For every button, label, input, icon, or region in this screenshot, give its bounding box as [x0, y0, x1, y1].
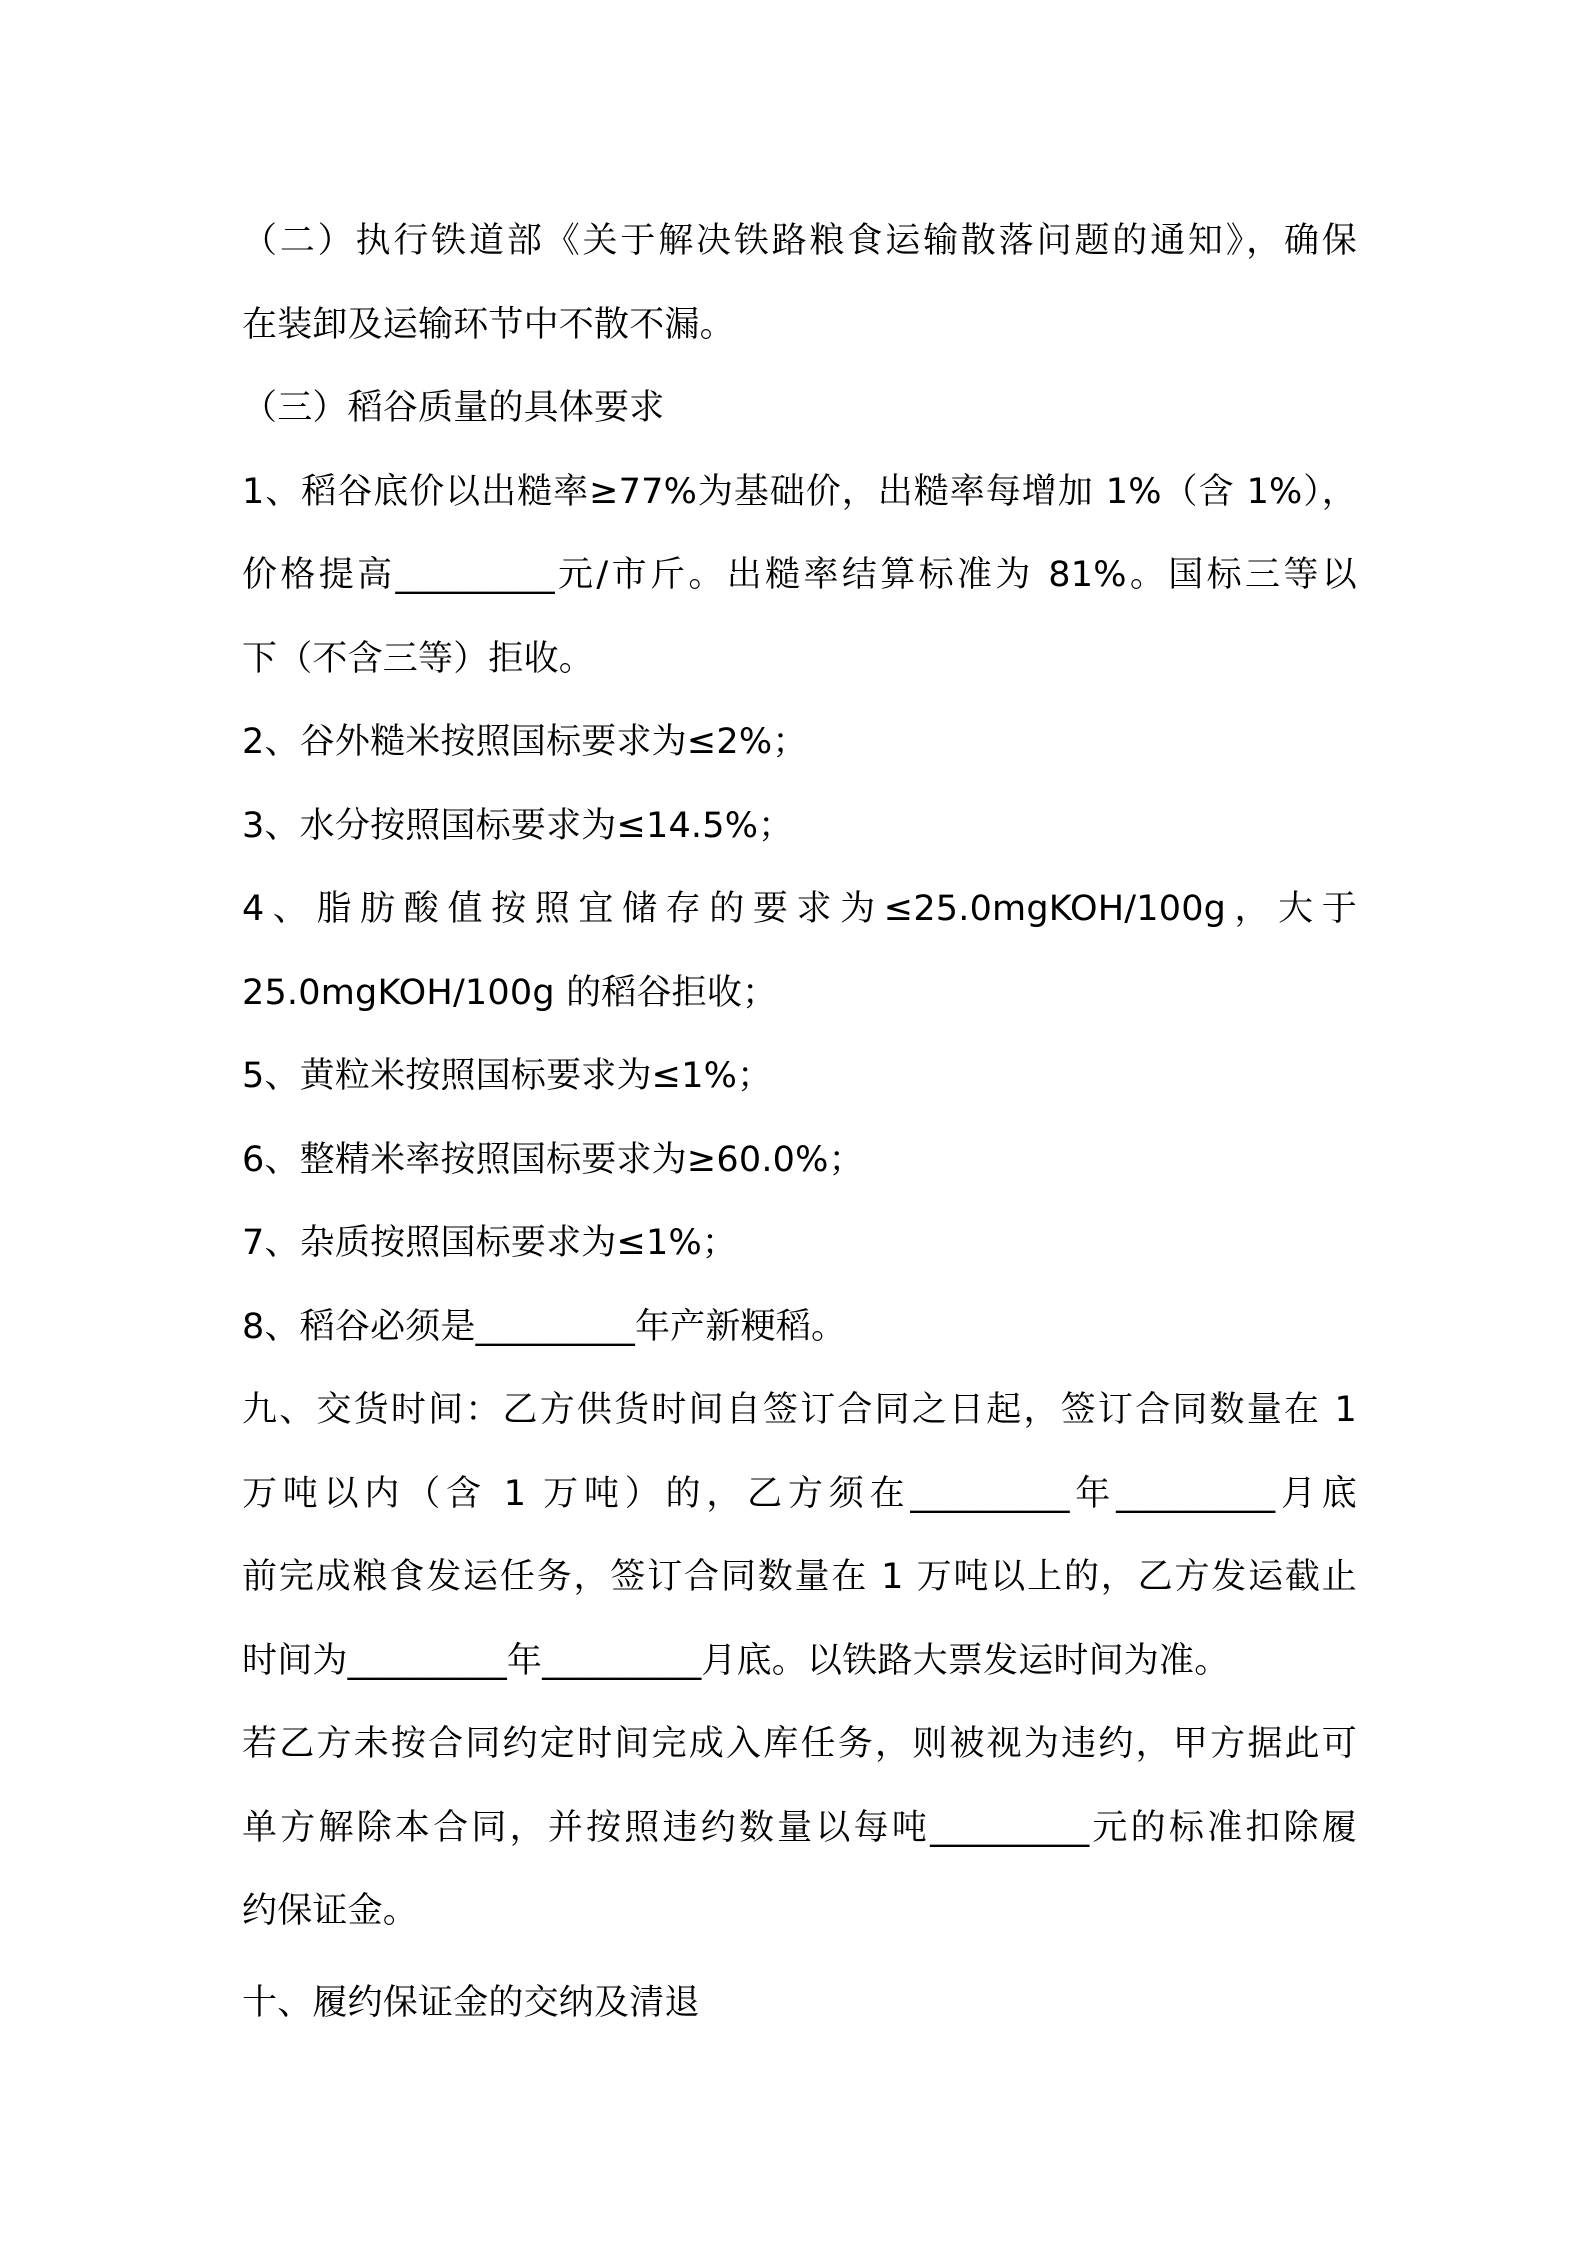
item-3: 3、水分按照国标要求为≤14.5%； [242, 805, 794, 846]
section-9-line-6: 单方解除本合同，并按照违约数量以每吨_________元的标准扣除履 [242, 1807, 1357, 1848]
item-1-line-1: 1、稻谷底价以出糙率≥77%为基础价，出糙率每增加 1%（含 1%）， [242, 471, 1357, 512]
item-4-line-1: 4、脂肪酸值按照宜储存的要求为≤25.0mgKOH/100g，大于 [242, 889, 1357, 929]
section-9-line-3: 前完成粮食发运任务，签订合同数量在 1 万吨以上的，乙方发运截止 [242, 1557, 1357, 1597]
item-4-line-2: 25.0mgKOH/100g 的稻谷拒收； [242, 972, 778, 1013]
document-body [242, 200, 1357, 2045]
item-7: 7、杂质按照国标要求为≤1%； [242, 1223, 738, 1263]
section-9-line-7: 约保证金。 [242, 1891, 419, 1931]
section-9-line-2: 万吨以内（含 1 万吨）的，乙方须在_________年_________月底 [242, 1473, 1357, 1514]
item-2: 2、谷外糙米按照国标要求为≤2%； [242, 722, 808, 762]
item-8: 8、稻谷必须是_________年产新粳稻。 [242, 1306, 847, 1347]
section-9-line-4: 时间为_________年_________月底。以铁路大票发运时间为准。 [242, 1640, 1230, 1681]
section-3-heading: （三）稻谷质量的具体要求 [242, 388, 665, 428]
paragraph-2-line-2: 在装卸及运输环节中不散不漏。 [242, 304, 735, 345]
section-9-line-5: 若乙方未按合同约定时间完成入库任务，则被视为违约，甲方据此可 [242, 1724, 1357, 1764]
section-9-line-1: 九、交货时间：乙方供货时间自签订合同之日起，签订合同数量在 1 [242, 1390, 1357, 1430]
item-6: 6、整精米率按照国标要求为≥60.0%； [242, 1139, 864, 1180]
paragraph-2-line-1: （二）执行铁道部《关于解决铁路粮食运输散落问题的通知》，确保 [242, 221, 1357, 261]
section-10-heading: 十、履约保证金的交纳及清退 [242, 1982, 700, 2023]
item-5: 5、黄粒米按照国标要求为≤1%； [242, 1056, 773, 1096]
item-1-line-3: 下（不含三等）拒收。 [242, 638, 595, 679]
item-1-line-2: 价格提高_________元/市斤。出糙率结算标准为 81%。国标三等以 [242, 555, 1357, 595]
